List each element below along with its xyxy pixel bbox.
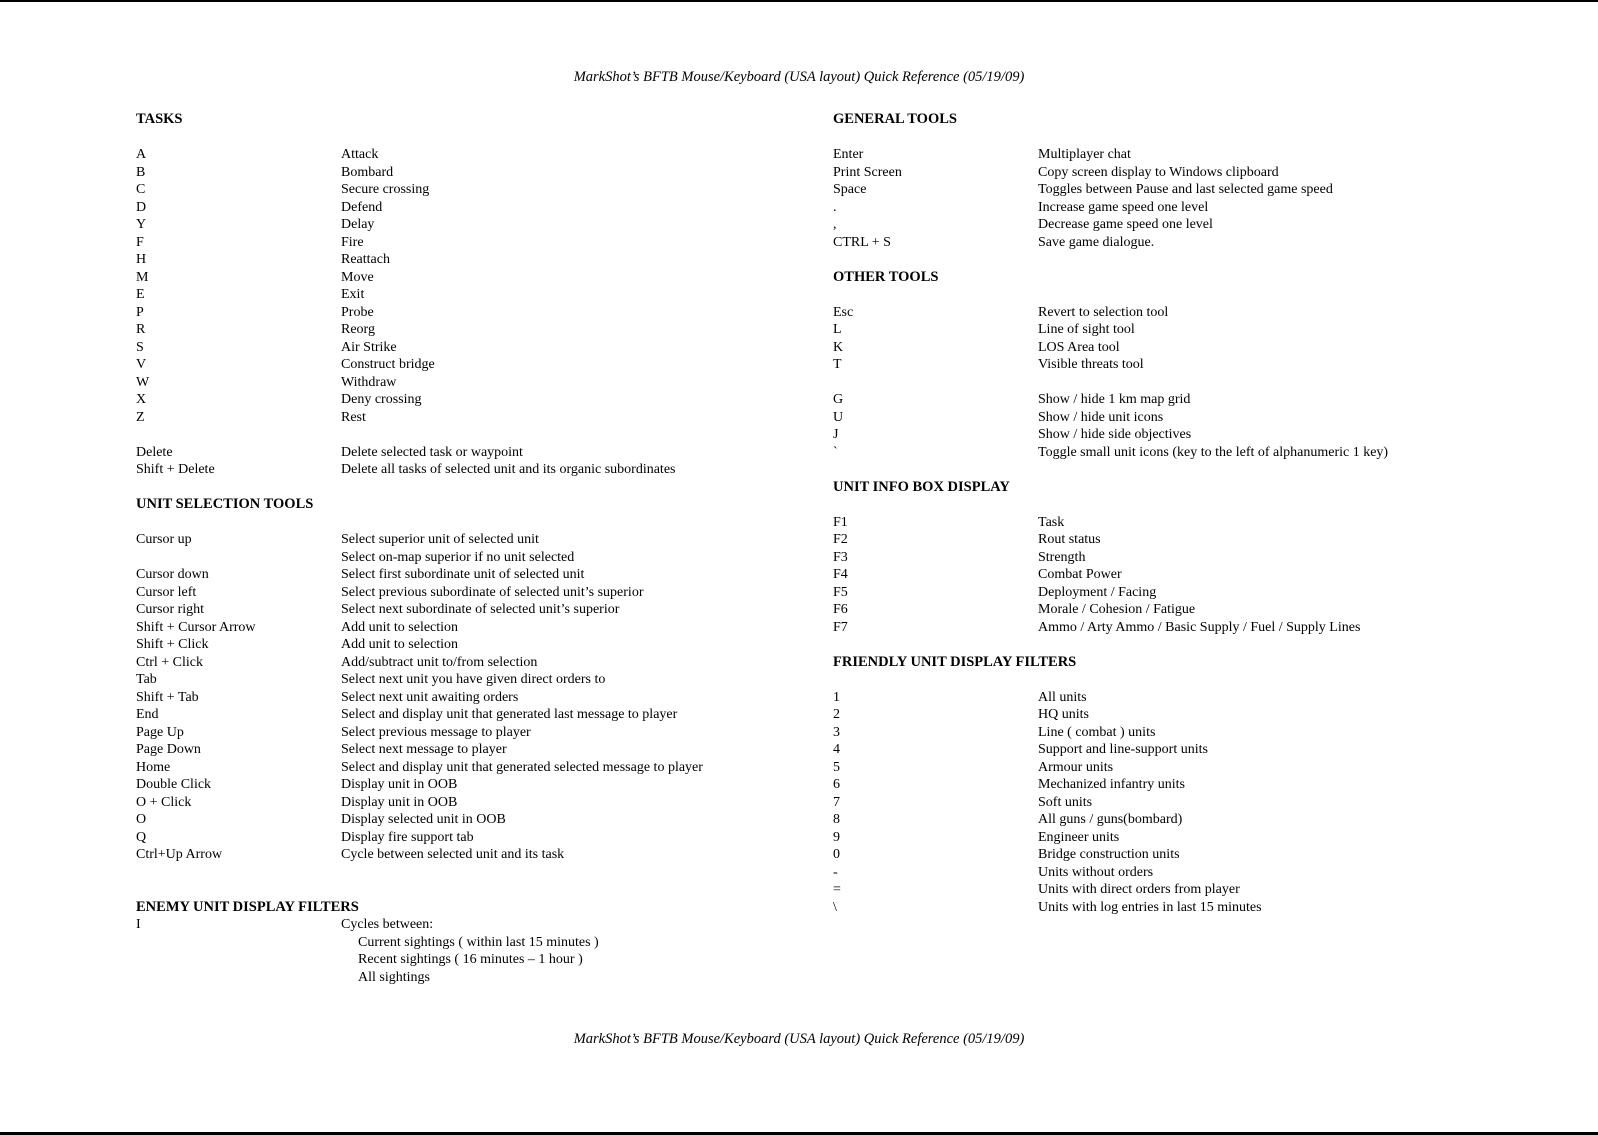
shortcut-key: F1 <box>833 514 848 530</box>
shortcut-row <box>136 636 796 654</box>
shortcut-key: S <box>136 339 144 355</box>
shortcut-row <box>136 356 796 374</box>
shortcut-description: Engineer units <box>1038 829 1120 845</box>
shortcut-key: 0 <box>833 847 840 862</box>
shortcut-row <box>136 741 796 759</box>
shortcut-row <box>833 619 1573 637</box>
shortcut-description: Attack <box>341 147 379 162</box>
shortcut-row <box>833 216 1573 234</box>
shortcut-row <box>833 601 1573 619</box>
shortcut-row <box>136 531 796 549</box>
shortcut-key: X <box>136 392 147 407</box>
shortcut-row <box>136 199 796 217</box>
shortcut-row <box>136 724 796 742</box>
right-column <box>833 111 1573 916</box>
shortcut-description: Armour units <box>1038 759 1114 775</box>
shortcut-key: - <box>833 864 838 880</box>
enemy-filter-option-text: Recent sightings ( 16 minutes – 1 hour ) <box>358 952 583 967</box>
shortcut-row <box>136 164 796 182</box>
shortcut-row <box>833 794 1573 812</box>
shortcut-row <box>833 706 1573 724</box>
shortcut-key: Ctrl+Up Arrow <box>136 847 223 862</box>
shortcut-description: Increase game speed one level <box>1038 199 1209 215</box>
shortcut-row <box>833 234 1573 252</box>
shortcut-row <box>833 776 1573 794</box>
shortcut-row <box>833 899 1573 917</box>
shortcut-key: Cursor down <box>136 567 209 582</box>
shortcut-description: Select on-map superior if no unit selected <box>341 549 575 565</box>
enemy-filter-desc: Cycles between: <box>341 917 434 932</box>
shortcut-row <box>136 671 796 689</box>
shortcut-row <box>136 339 796 357</box>
shortcut-row <box>833 391 1573 409</box>
shortcut-key: Esc <box>833 304 854 320</box>
shortcut-row <box>833 321 1573 339</box>
shortcut-row <box>136 321 796 339</box>
shortcut-description: Add/subtract unit to/from selection <box>341 654 538 670</box>
shortcut-row <box>833 741 1573 759</box>
other-tools-title: OTHER TOOLS <box>833 268 939 285</box>
shortcut-key: Enter <box>833 147 864 162</box>
shortcut-key: F7 <box>833 619 848 635</box>
enemy-filters-title: ENEMY UNIT DISPLAY FILTERS <box>136 898 359 915</box>
shortcut-key: 7 <box>833 794 840 810</box>
shortcut-row <box>833 829 1573 847</box>
shortcut-key: 6 <box>833 777 840 792</box>
shortcut-key: F2 <box>833 532 848 547</box>
shortcut-description: Copy screen display to Windows clipboard <box>1038 164 1279 180</box>
shortcut-description: Add unit to selection <box>341 637 459 652</box>
shortcut-row <box>136 811 796 829</box>
shortcut-key: K <box>833 339 844 355</box>
shortcut-key: U <box>833 409 844 425</box>
shortcut-row <box>833 356 1573 374</box>
shortcut-row <box>136 181 796 199</box>
shortcut-key: Y <box>136 217 147 232</box>
shortcut-row <box>833 444 1573 462</box>
shortcut-row <box>136 409 796 427</box>
shortcut-key: Q <box>136 829 147 845</box>
enemy-filter-key: I <box>136 917 141 932</box>
shortcut-description: Revert to selection tool <box>1038 304 1169 320</box>
shortcut-row <box>136 286 796 304</box>
shortcut-key: T <box>833 357 842 372</box>
unit-info-list <box>833 514 1573 637</box>
shortcut-key: D <box>136 199 147 215</box>
shortcut-key: 1 <box>833 689 840 705</box>
shortcut-description: Move <box>341 269 374 285</box>
shortcut-key: M <box>136 269 149 285</box>
shortcut-description: Bombard <box>341 164 394 180</box>
shortcut-description: Units with direct orders from player <box>1038 882 1240 897</box>
shortcut-row <box>136 689 796 707</box>
shortcut-description: Toggle small unit icons (key to the left of alphanumeric 1 key) <box>1038 444 1389 460</box>
shortcut-description: Display unit in OOB <box>341 794 458 810</box>
shortcut-description: Line of sight tool <box>1038 322 1135 337</box>
shortcut-key: Shift + Tab <box>136 689 199 705</box>
shortcut-key: G <box>833 392 844 407</box>
shortcut-key: F3 <box>833 549 848 565</box>
general-tools-list <box>833 146 1573 251</box>
shortcut-key: Double Click <box>136 777 212 792</box>
shortcut-row <box>833 304 1573 322</box>
shortcut-description: Select next message to player <box>341 742 507 757</box>
shortcut-key: C <box>136 182 146 197</box>
shortcut-key: ` <box>833 444 838 460</box>
shortcut-row <box>136 776 796 794</box>
shortcut-key: Ctrl + Click <box>136 654 204 670</box>
shortcut-row <box>833 584 1573 602</box>
shortcut-key: Home <box>136 759 171 775</box>
shortcut-description: Show / hide side objectives <box>1038 427 1192 442</box>
enemy-filter-option-text: All sightings <box>358 969 430 985</box>
shortcut-row <box>833 759 1573 777</box>
shortcut-description: Deny crossing <box>341 392 422 407</box>
enemy-filter-option <box>136 951 796 969</box>
shortcut-description: Display fire support tab <box>341 829 474 845</box>
shortcut-key <box>136 549 341 567</box>
shortcut-description: Air Strike <box>341 339 397 355</box>
enemy-filter-row <box>136 916 796 934</box>
shortcut-key: Cursor right <box>136 602 205 617</box>
shortcut-description: Select previous message to player <box>341 724 531 740</box>
shortcut-key: F4 <box>833 567 848 582</box>
shortcut-key: Z <box>136 409 145 425</box>
shortcut-key: J <box>833 427 839 442</box>
shortcut-row <box>833 514 1573 532</box>
shortcut-key: Cursor up <box>136 532 192 547</box>
shortcut-description: All units <box>1038 689 1087 705</box>
general-tools-title: GENERAL TOOLS <box>833 111 957 127</box>
shortcut-key: = <box>833 882 841 897</box>
shortcut-key: \ <box>833 899 837 915</box>
shortcut-row <box>136 391 796 409</box>
shortcut-key: F <box>136 234 144 250</box>
shortcut-description: Defend <box>341 199 383 215</box>
shortcut-description: Multiplayer chat <box>1038 147 1131 162</box>
shortcut-description: Select next unit awaiting orders <box>341 689 519 705</box>
shortcut-description: Delete all tasks of selected unit and its organic subordinates <box>341 462 676 477</box>
shortcut-key: Delete <box>136 444 173 460</box>
shortcut-key: Shift + Cursor Arrow <box>136 619 256 635</box>
shortcut-description: Fire <box>341 234 364 250</box>
shortcut-key: 5 <box>833 759 840 775</box>
shortcut-key: Cursor left <box>136 584 197 600</box>
shortcut-row <box>833 181 1573 199</box>
shortcut-description: Units with log entries in last 15 minutes <box>1038 899 1262 915</box>
shortcut-description: Cycle between selected unit and its task <box>341 847 565 862</box>
shortcut-description: Select previous subordinate of selected unit’s superior <box>341 584 644 600</box>
shortcut-key: 9 <box>833 829 840 845</box>
shortcut-description: Deployment / Facing <box>1038 584 1157 600</box>
shortcut-description: Select superior unit of selected unit <box>341 532 539 547</box>
shortcut-row <box>136 461 796 479</box>
shortcut-row <box>136 549 796 567</box>
shortcut-key: 2 <box>833 707 840 722</box>
shortcut-key: Page Down <box>136 742 201 757</box>
shortcut-row <box>136 601 796 619</box>
shortcut-row <box>833 339 1573 357</box>
friendly-filters-list <box>833 689 1573 917</box>
shortcut-row <box>833 146 1573 164</box>
shortcut-description: Rout status <box>1038 532 1101 547</box>
shortcut-key: 4 <box>833 742 840 757</box>
shortcut-description: Delay <box>341 217 375 232</box>
enemy-filter-option <box>136 934 796 952</box>
shortcut-description: Display unit in OOB <box>341 777 458 792</box>
shortcut-row <box>136 584 796 602</box>
shortcut-key: P <box>136 304 144 320</box>
shortcut-key: F6 <box>833 602 848 617</box>
shortcut-description: Morale / Cohesion / Fatigue <box>1038 602 1196 617</box>
shortcut-key: , <box>833 217 837 232</box>
shortcut-row <box>833 689 1573 707</box>
shortcut-row <box>833 549 1573 567</box>
shortcut-description: Save game dialogue. <box>1038 234 1155 250</box>
shortcut-description: LOS Area tool <box>1038 339 1120 355</box>
left-column <box>136 111 796 986</box>
shortcut-row <box>136 654 796 672</box>
shortcut-row <box>136 216 796 234</box>
shortcut-row <box>833 846 1573 864</box>
shortcut-description: HQ units <box>1038 707 1089 722</box>
shortcut-key: End <box>136 707 159 722</box>
shortcut-description: All guns / guns(bombard) <box>1038 812 1183 827</box>
shortcut-description: Line ( combat ) units <box>1038 724 1156 740</box>
shortcut-description: Delete selected task or waypoint <box>341 444 523 460</box>
shortcut-description: Mechanized infantry units <box>1038 777 1185 792</box>
shortcut-description: Support and line-support units <box>1038 742 1208 757</box>
tasks-list <box>136 146 796 426</box>
shortcut-row <box>136 759 796 777</box>
shortcut-description: Show / hide 1 km map grid <box>1038 392 1191 407</box>
unit-info-title: UNIT INFO BOX DISPLAY <box>833 478 1010 495</box>
shortcut-row <box>833 864 1573 882</box>
shortcut-key: Print Screen <box>833 164 902 180</box>
shortcut-row <box>136 269 796 287</box>
other-tools-list-2 <box>833 391 1573 461</box>
shortcut-row <box>136 374 796 392</box>
shortcut-key: O + Click <box>136 794 192 810</box>
shortcut-description: Combat Power <box>1038 567 1122 582</box>
shortcut-key: Shift + Click <box>136 637 209 652</box>
shortcut-row <box>136 846 796 864</box>
page-header: MarkShot’s BFTB Mouse/Keyboard (USA layout) Quick Reference (05/19/09) <box>573 69 1025 85</box>
shortcut-description: Display selected unit in OOB <box>341 812 506 827</box>
shortcut-row <box>136 706 796 724</box>
shortcut-description: Add unit to selection <box>341 619 459 635</box>
shortcut-description: Probe <box>341 304 374 320</box>
shortcut-key: 8 <box>833 812 840 827</box>
shortcut-description: Visible threats tool <box>1038 357 1144 372</box>
shortcut-key: W <box>136 374 150 390</box>
shortcut-row <box>136 304 796 322</box>
shortcut-key: Space <box>833 182 867 197</box>
shortcut-row <box>833 531 1573 549</box>
unit-selection-list <box>136 531 796 864</box>
shortcut-description: Secure crossing <box>341 182 430 197</box>
shortcut-description: Withdraw <box>341 374 397 390</box>
unit-selection-title: UNIT SELECTION TOOLS <box>136 496 314 512</box>
shortcut-row <box>136 146 796 164</box>
shortcut-row <box>833 881 1573 899</box>
shortcut-description: Reattach <box>341 252 390 267</box>
shortcut-description: Select next unit you have given direct orders to <box>341 672 606 687</box>
tasks-extra-list <box>136 444 796 479</box>
shortcut-key: E <box>136 287 145 302</box>
shortcut-key: Page Up <box>136 724 184 740</box>
enemy-filter-option <box>136 969 796 987</box>
shortcut-row <box>136 794 796 812</box>
shortcut-row <box>136 234 796 252</box>
shortcut-key: R <box>136 322 146 337</box>
shortcut-key: Tab <box>136 672 157 687</box>
shortcut-row <box>833 566 1573 584</box>
shortcut-description: Strength <box>1038 549 1086 565</box>
shortcut-description: Soft units <box>1038 794 1093 810</box>
shortcut-description: Rest <box>341 409 366 425</box>
shortcut-key: V <box>136 357 147 372</box>
shortcut-row <box>833 409 1573 427</box>
shortcut-row <box>136 566 796 584</box>
shortcut-description: Reorg <box>341 322 375 337</box>
shortcut-description: Task <box>1038 514 1065 530</box>
friendly-filters-title: FRIENDLY UNIT DISPLAY FILTERS <box>833 653 1077 670</box>
shortcut-key: 3 <box>833 724 840 740</box>
shortcut-description: Select and display unit that generated selected message to player <box>341 759 703 775</box>
shortcut-key: A <box>136 147 147 162</box>
shortcut-row <box>833 724 1573 742</box>
shortcut-description: Units without orders <box>1038 864 1154 880</box>
page-footer: MarkShot’s BFTB Mouse/Keyboard (USA layout) Quick Reference (05/19/09) <box>573 1031 1025 1047</box>
shortcut-description: Select first subordinate unit of selected unit <box>341 567 585 582</box>
shortcut-row <box>833 199 1573 217</box>
shortcut-row <box>833 426 1573 444</box>
enemy-filter-option-text: Current sightings ( within last 15 minutes ) <box>358 934 599 950</box>
shortcut-row <box>136 251 796 269</box>
shortcut-key: H <box>136 252 147 267</box>
shortcut-row <box>136 829 796 847</box>
shortcut-key: L <box>833 322 842 337</box>
shortcut-description: Exit <box>341 287 365 302</box>
shortcut-description: Bridge construction units <box>1038 847 1180 862</box>
shortcut-key: O <box>136 812 147 827</box>
shortcut-row <box>833 164 1573 182</box>
shortcut-key: B <box>136 164 146 180</box>
shortcut-description: Construct bridge <box>341 357 435 372</box>
shortcut-description: Toggles between Pause and last selected game speed <box>1038 182 1333 197</box>
shortcut-description: Decrease game speed one level <box>1038 217 1213 232</box>
shortcut-row <box>136 444 796 462</box>
shortcut-description: Ammo / Arty Ammo / Basic Supply / Fuel / Supply Lines <box>1038 619 1361 635</box>
shortcut-description: Select and display unit that generated last message to player <box>341 707 678 722</box>
tasks-title: TASKS <box>136 111 183 127</box>
shortcut-row <box>136 619 796 637</box>
shortcut-description: Show / hide unit icons <box>1038 409 1164 425</box>
shortcut-key: . <box>833 199 837 215</box>
other-tools-list <box>833 304 1573 374</box>
shortcut-key: CTRL + S <box>833 234 891 250</box>
shortcut-row <box>833 811 1573 829</box>
shortcut-key: F5 <box>833 584 848 600</box>
shortcut-key: Shift + Delete <box>136 462 215 477</box>
shortcut-description: Select next subordinate of selected unit’s superior <box>341 602 620 617</box>
top-border <box>0 0 1598 2</box>
